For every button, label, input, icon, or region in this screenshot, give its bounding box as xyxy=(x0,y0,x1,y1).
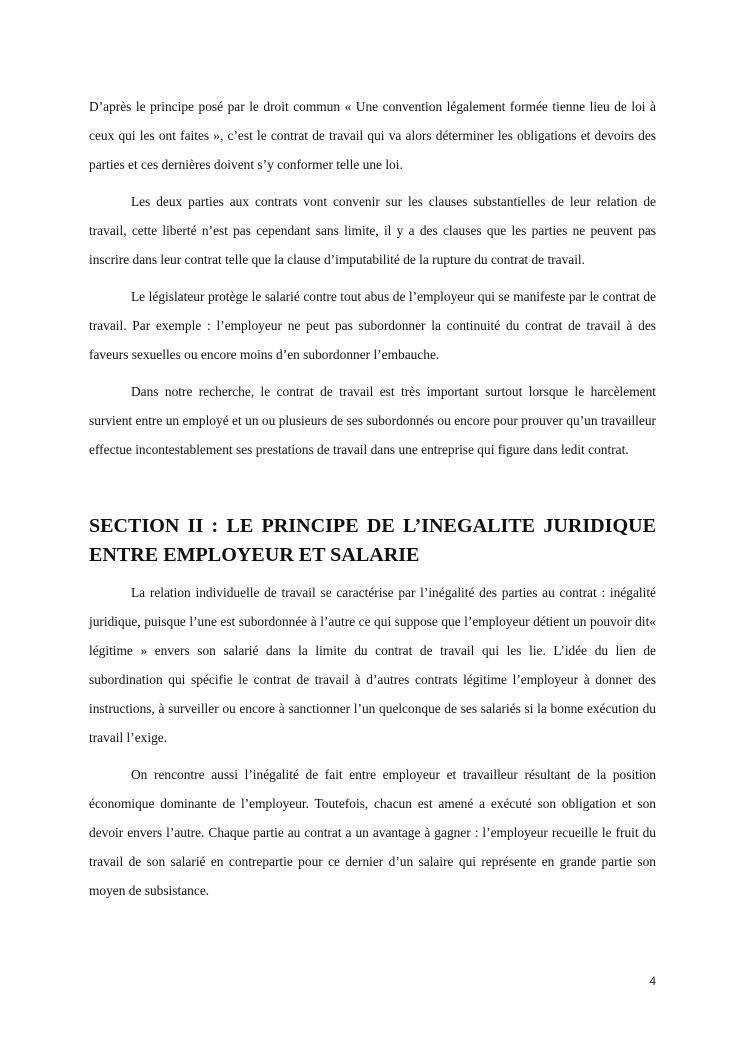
page-body xyxy=(89,92,656,913)
paragraph: Le législateur protège le salarié contre tout abus de l’employeur qui se manifeste par le contrat de travail. Par exemple : l’employeur ne peut pas subordonner la continuité du contrat de travail à des faveurs sexuelles ou encore moins d’en subordonner l’embauche. xyxy=(89,289,656,362)
paragraph: On rencontre aussi l’inégalité de fait entre employeur et travailleur résultant de la position économique dominante de l’employeur. Toutefois, chacun est amené a exécuté son obligation et son devoir envers l’autre. Chaque partie au contrat a un avantage à gagner : l’employeur recueille le fruit du travail de son salarié en contrepartie pour ce dernier d’un salaire qui représente en grande partie son moyen de subsistance. xyxy=(89,767,656,898)
paragraph: La relation individuelle de travail se caractérise par l’inégalité des parties au contrat : inégalité juridique, puisque l’une est subordonnée à l’autre ce qui suppose que l’employeur détient un pouvoir dit« légitime » envers son salarié dans la limite du contrat de travail qui les lie. L’idée du lien de subordination qui spécifie le contrat de travail à d’autres contrats légitime l’employeur à donner des instructions, à surveiller ou encore à sanctionner l’un quelconque de ses salariés si la bonne exécution du travail l’exige. xyxy=(89,585,656,745)
paragraph: D’après le principe posé par le droit commun « Une convention légalement formée tienne lieu de loi à ceux qui les ont faites », c’est le contrat de travail qui va alors déterminer les obligations et devoirs des parties et ces dernières doivent s’y conformer telle une loi. xyxy=(89,99,656,172)
paragraph: Dans notre recherche, le contrat de travail est très important surtout lorsque le harcèlement survient entre un employé et un ou plusieurs de ses subordonnés ou encore pour prouver qu’un travailleur effectue incontestablement ses prestations de travail dans une entreprise qui figure dans ledit contrat. xyxy=(89,384,656,457)
paragraph: Les deux parties aux contrats vont convenir sur les clauses substantielles de leur relation de travail, cette liberté n’est pas cependant sans limite, il y a des clauses que les parties ne peuvent pas inscrire dans leur contrat telle que la clause d’imputabilité de la rupture du contrat de travail. xyxy=(89,194,656,267)
section-heading: SECTION II : LE PRINCIPE DE L’INEGALITE JURIDIQUE ENTRE EMPLOYEUR ET SALARIE xyxy=(89,515,656,566)
page-number: 4 xyxy=(649,974,656,988)
